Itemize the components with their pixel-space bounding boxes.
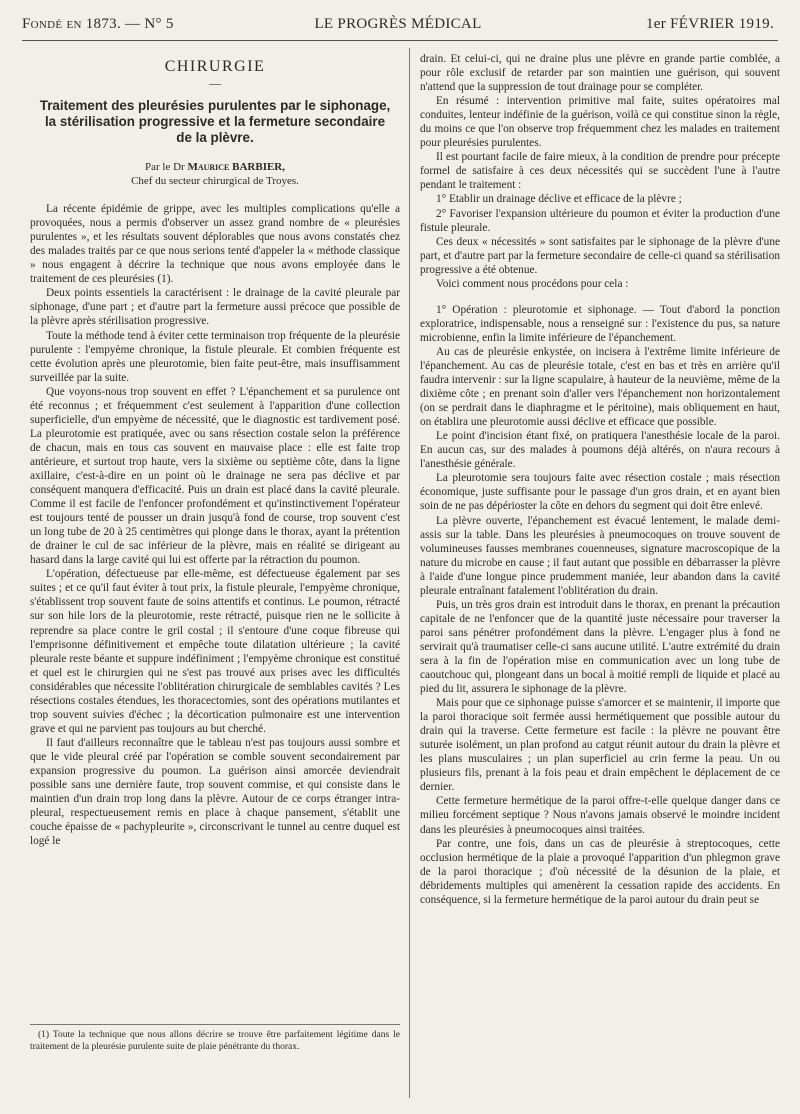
right-column [420, 52, 780, 907]
byline [30, 160, 400, 188]
paragraph: drain. Et celui-ci, qui ne draine plus une plèvre en grande partie comblée, a pour rôle exclusif de retarder par son maintien une guérison, qui souvent n'attend que la suppression de tout drainage pour se compléter. [420, 53, 780, 94]
paragraph: Il faut d'ailleurs reconnaître que le tableau n'est pas toujours aussi sombre et que le vide pleural créé par l'opération se comble souvent secondairement par expansion progressive du poumon. La guérison ainsi amorcée deviendrait possible sans une dernière faute, trop souvent commise, et qui consiste dans le maintien d'un drain trop long dans la plèvre. Autour de ce corps étranger intra-pleural, respectueusement remis en place à chaque pansement, s'établit une couche épaisse de « pachypleurite », circonscrivant le tunnel au centre duquel est logé le [30, 736, 400, 848]
paragraph: Toute la méthode tend à éviter cette terminaison trop fréquente de la pleurésie purulente : l'empyème chronique, la fistule pleurale. Et combien fréquente est cette évolution après une pleurotomie, bien faite peut-être, mais insuffisamment surveillée par la suite. [30, 329, 400, 384]
paragraph: Voici comment nous procédons pour cela : [436, 277, 629, 290]
paragraph: Mais pour que ce siphonage puisse s'amorcer et se maintenir, il importe que la paroi thoracique soit fermée aussi hermétiquement que possible autour du drain qui la traverse. Cette fermeture est facile : la plèvre ne pouvant être suturée isolément, un plan profond au catgut réunit autour du drain la plèvre et les plans musculaires ; un plan superficiel au crin ferme la peau. Un ou plusieurs fils, prenant à la fois peau et drain empêchent le déplacement de ce dernier. [420, 697, 780, 794]
header-rule [22, 40, 778, 41]
column-divider [409, 48, 410, 1098]
paragraph: Cette fermeture hermétique de la paroi offre-t-elle quelque danger dans ce milieu forcément septique ? Nous n'avons jamais observé le moindre incident dans les pleurésies à pneumocoques ainsi traitées. [420, 795, 780, 836]
header-date: 1er FÉVRIER 1919. [645, 16, 774, 32]
footnote [30, 1024, 400, 1053]
journal-title: LE PROGRÈS MÉDICAL [314, 16, 482, 32]
paragraph: Ces deux « nécessités » sont satisfaites par le siphonage de la plèvre d'une part, et d'autre part par la fermeture secondaire de celle-ci quand sa stérilisation progressive a été obtenue. [420, 235, 780, 276]
paragraph: La récente épidémie de grippe, avec les multiples complications qu'elle a provoquées, nous a permis d'observer un assez grand nombre de « pleurésies purulentes », et les résultats souvent déplorables que nous avons constatés chez des malades traités par ce que nous serions tenté d'appeler la « méthode classique » nous engagent à décrire la technique que nous avons employée dans le traitement de ces pleurésies (1). [30, 203, 400, 286]
paragraph: La plèvre ouverte, l'épanchement est évacué lentement, le malade demi-assis sur la table. Dans les pleurésies à pneumocoques on trouve souvent de volumineuses fausses membranes couenneuses, signature macroscopique de la nature du microbe en cause ; il faut autant que possible en débarrasser la plèvre à l'aide d'une longue pince prudemment maniée, leur abandon dans la cavité pleurale entraînant fatalement l'oblitération du drain. [420, 514, 780, 597]
section-title: CHIRURGIE [164, 58, 266, 75]
paragraph: Le point d'incision étant fixé, on pratiquera l'anesthésie locale de la paroi. En aucun cas, sur des malades à poumons déjà altérés, on n'aura recours à l'anesthésie générale. [420, 430, 780, 471]
list-item: 1° Etablir un drainage déclive et efficace de la plèvre ; [436, 193, 682, 206]
paragraph: Que voyons-nous trop souvent en effet ? L'épanchement et sa purulence ont été reconnus ; et fréquemment c'est seulement à l'apparition d'une collection superficielle, d'un empyème de nécessité, que le diagnostic est tardivement posé. La pleurotomie est pratiquée, avec ou sans résection costale selon la préférence de chacun, mais en tous cas souvent en mauvaise place : elle est faite trop antérieure, et surtout trop haute, vers la sixième ou septième côte, dans la ligne axillaire, c'est-à-dire en un point où le drainage ne sera pas déclive et par conséquent manquera d'efficacité. Puis un drain est placé dans la cavité pleurale. Comme il est facile de l'enfoncer profondément et qu'instinctivement l'opérateur est toujours tenté de pousser un drain jusqu'à fond de course, trop souvent c'est un long tube de 20 à 25 centimètres qui plonge dans le thorax, ayant la prétention de drainer le cul de sac inférieur de la plèvre, mais en réalité se dirigeant au hasard dans la large cavité qui lui est offerte par la rétraction du poumon. [30, 385, 400, 567]
author-role: Chef du secteur chirurgical de Troyes. [131, 175, 299, 188]
header-founded: Fondé en 1873. — N° 5 [22, 16, 174, 32]
spacer [420, 291, 780, 303]
paragraph: La pleurotomie sera toujours faite avec résection costale ; mais résection économique, juste suffisante pour le passage d'un gros drain, et en ayant bien soin de ne pas dépérioster la côte en dehors du segment qui doit être enlevé. [420, 472, 780, 513]
paragraph: Deux points essentiels la caractérisent : le drainage de la cavité pleurale par siphonage, d'une part ; et d'autre part la fermeture aussi précoce que possible de la plèvre après stérilisation progressive. [30, 287, 400, 328]
author-name: Maurice BARBIER, [187, 161, 286, 174]
footnote-text: (1) Toute la technique que nous allons décrire se trouve être parfaitement légitime dans le traitement de la pleurésie purulente suite de plaie pénétrante du thorax. [30, 1030, 400, 1052]
paragraph: Par contre, une fois, dans un cas de pleurésie à streptocoques, cette occlusion hermétique de la plaie a provoqué l'apparition d'un phlegmon grave de la paroi thoracique ; d'où nécessité de la désunion de la plaie, et débridements multiples qui amenèrent la cessation rapide des accidents. En conséquence, si la fermeture hermétique de la paroi autour du drain peut se [420, 837, 780, 906]
paragraph: Au cas de pleurésie enkystée, on incisera à l'extrême limite inférieure de l'épanchement. Au cas de pleurésie totale, c'est en bas et très en arrière qu'il faudra intervenir : sur la ligne scapulaire, à hauteur de la neuvième, même de la dixième côte ; en prenant soin d'aller vers l'épanchement non horizontalement (on se perdrait dans le diaphragme et le péritoine), mais obliquement en haut, on établira une pleurotomie aussi déclive et efficace que possible. [420, 345, 780, 429]
paragraph: L'opération, défectueuse par elle-même, est défectueuse également par ses suites ; et ce qu'il faut éviter à tout prix, la fistule pleurale, l'empyème chronique, s'établissent trop souvent faute de soins attentifs et continus. Le poumon, rétracté sur son hile lors de la pleurotomie, reste rétracté, puisque rien ne le sollicite à reprendre sa place contre le gril costal ; il s'entoure d'une coque fibreuse qui l'emprisonne définitivement et empêche toute dilatation ultérieure ; la cavité pleurale reste béante et suppure indéfiniment ; l'empyème chronique est constitué et quel est le chirurgien qui ne s'est pas trouvé aux prises avec les difficultés considérables que nécessite l'oblitération chirurgicale de semblables cavités ? Les résections costales étendues, les thoracectomies, sont des opérations mutilantes et trop souvent suivies d'échec ; la décortication pulmonaire est une intervention grave et qui ne parvient pas toujours au but cherché. [30, 568, 400, 735]
paragraph: 1° Opération : pleurotomie et siphonage. — Tout d'abord la ponction exploratrice, indispensable, nous a renseigné sur : l'existence du pus, sa nature microbienne, enfin la limite inférieure de l'épanchement. [420, 303, 780, 344]
list-item: 2° Favoriser l'expansion ultérieure du poumon et éviter la production d'une fistule pleurale. [420, 207, 780, 234]
page-header [22, 16, 774, 38]
section-dash: — [209, 76, 221, 91]
article-title: Traitement des pleurésies purulentes par le siphonage, la stérilisation progressive et la fermeture secondaire de la plèvre. [39, 98, 391, 146]
paragraph: Il est pourtant facile de faire mieux, à la condition de prendre pour précepte formel de satisfaire à ces deux nécessités qui se succèdent l'une à l'autre pendant le traitement : [420, 151, 780, 192]
paragraph: Puis, un très gros drain est introduit dans le thorax, en prenant la précaution capitale de ne l'enfoncer que de la quantité juste nécessaire pour traverser la paroi sans pénétrer profondément dans la plèvre. L'engager plus à fond ne servirait qu'à traumatiser celle-ci sans aucune utilité. L'autre extrémité du drain sera à la fin de l'opération mise en communication avec un long tube de caoutchouc qui, plongeant dans un bocal à moitié rempli de liquide et placé au pied du lit, assurera le siphonage de la plèvre. [420, 598, 780, 696]
byline-prefix: Par le Dr [144, 161, 185, 174]
paragraph: En résumé : intervention primitive mal faite, suites opératoires mal conduites, lenteur indéfinie de la guérison, voilà ce qui constitue sinon la règle, du moins ce que l'on observe trop fréquemment chez les malades en traitement pour pleurésies purulentes. [420, 95, 780, 150]
left-column [30, 52, 400, 848]
